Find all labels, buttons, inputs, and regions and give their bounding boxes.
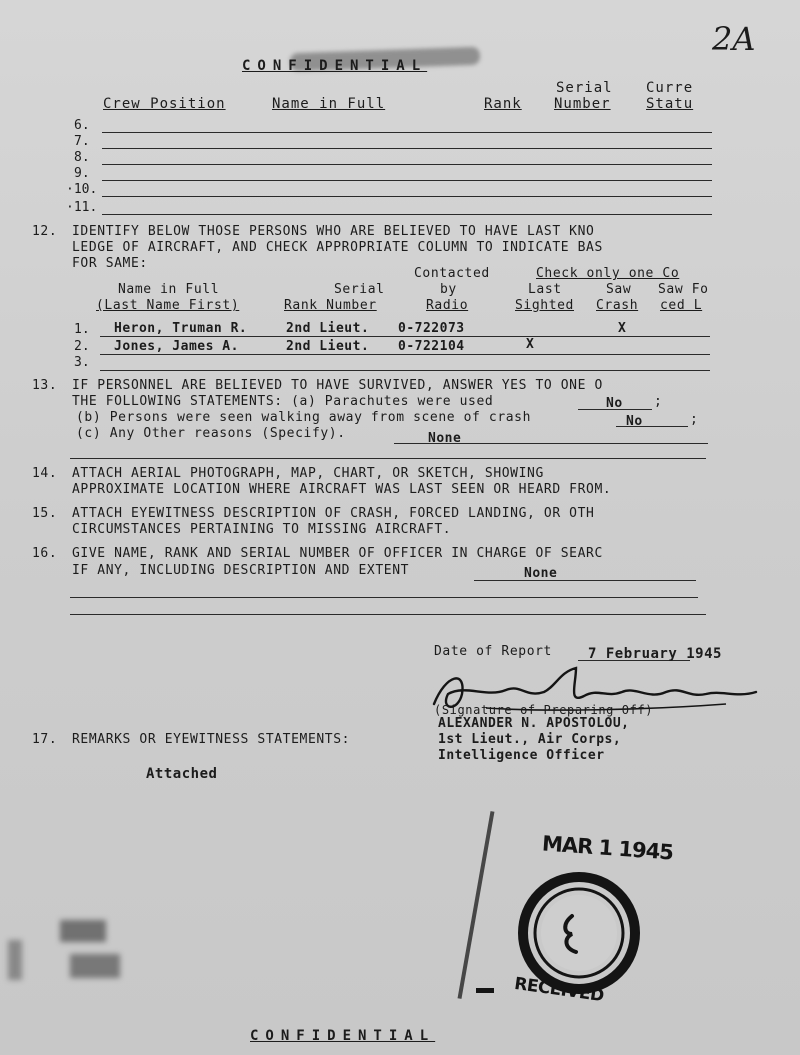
q13-line1: IF PERSONNEL ARE BELIEVED TO HAVE SURVIVED, ANSWER YES TO ONE O <box>72 378 603 393</box>
col-name-in-full: Name in Full <box>272 96 386 112</box>
col-status: Statu <box>646 96 694 112</box>
col-number: Number <box>554 96 611 112</box>
q12-col-sighted: Sighted <box>515 298 574 313</box>
q13-line4: (c) Any Other reasons (Specify). <box>76 426 346 441</box>
crew-row-line <box>102 180 712 181</box>
q13-number: 13. <box>32 378 58 393</box>
q13-a-semicolon: ; <box>654 394 663 409</box>
crew-row-line <box>102 214 712 215</box>
officer-title: Intelligence Officer <box>438 748 605 763</box>
q16-line1: GIVE NAME, RANK AND SERIAL NUMBER OF OFFICER IN CHARGE OF SEARC <box>72 546 603 561</box>
q16-extra-line <box>70 614 706 615</box>
q12-number: 12. <box>32 224 58 239</box>
smudge <box>70 954 120 978</box>
crew-row-line <box>102 164 712 165</box>
q12-row-num: 2. <box>74 339 90 354</box>
q13-line2: THE FOLLOWING STATEMENTS: (a) Parachutes were used <box>72 394 494 409</box>
q12-row-num: 3. <box>74 355 90 370</box>
q12-col-name: Name in Full <box>118 282 220 297</box>
q12-col-radio: Radio <box>426 298 469 313</box>
received-dash <box>476 988 494 993</box>
q12-line: LEDGE OF AIRCRAFT, AND CHECK APPROPRIATE COLUMN TO INDICATE BAS <box>72 240 603 255</box>
crew-row-num: ·10. <box>66 182 98 197</box>
q12-row-name: Heron, Truman R. <box>114 321 248 336</box>
crew-row-num: ·11. <box>66 200 98 215</box>
smudge <box>60 920 106 942</box>
q16-answer: None <box>524 566 558 581</box>
smudge <box>8 940 22 980</box>
crew-row-num: 9. <box>74 166 90 181</box>
q12-col-saw: Saw <box>606 282 632 297</box>
ink-stroke <box>458 811 495 999</box>
q12-row-mark: X <box>526 337 535 352</box>
q12-row-num: 1. <box>74 322 90 337</box>
q12-col-crash: Crash <box>596 298 639 313</box>
q17-number: 17. <box>32 732 58 747</box>
officer-name: ALEXANDER N. APOSTOLOU, <box>438 716 630 731</box>
q13-b-answer: No <box>626 414 643 429</box>
page-number: 2A <box>712 20 756 58</box>
q17-label: REMARKS OR EYEWITNESS STATEMENTS: <box>72 732 351 747</box>
header-confidential: CONFIDENTIAL <box>242 58 428 74</box>
q12-col-last: Last <box>528 282 562 297</box>
q12-row-rank: 2nd Lieut. <box>286 321 370 336</box>
q15-line2: CIRCUMSTANCES PERTAINING TO MISSING AIRCRAFT. <box>72 522 452 537</box>
q12-col-ced: ced L <box>660 298 703 313</box>
q12-col-name-sub: (Last Name First) <box>96 298 240 313</box>
signature-caption: (Signature of Preparing Off) <box>434 703 654 717</box>
q13-a-answer: No <box>606 396 623 411</box>
crew-row-num: 7. <box>74 134 90 149</box>
q16-line2: IF ANY, INCLUDING DESCRIPTION AND EXTENT <box>72 563 410 578</box>
q12-row-mark: X <box>618 321 627 336</box>
q12-col-saw-forced: Saw Fo <box>658 282 709 297</box>
q12-col-rank-number: Rank Number <box>284 298 377 313</box>
q16-extra-line <box>70 597 698 598</box>
q12-col-serial: Serial <box>334 282 385 297</box>
q13-extra-line <box>70 458 706 459</box>
date-label: Date of Report <box>434 644 552 659</box>
q15-line1: ATTACH EYEWITNESS DESCRIPTION OF CRASH, FORCED LANDING, OR OTH <box>72 506 595 521</box>
col-serial: Serial <box>556 80 613 96</box>
date-value: 7 February 1945 <box>588 646 722 662</box>
q12-row-name: Jones, James A. <box>114 339 239 354</box>
q16-answer-line <box>474 580 696 581</box>
q12-row-line <box>100 354 710 355</box>
q14-line1: ATTACH AERIAL PHOTOGRAPH, MAP, CHART, OR SKETCH, SHOWING <box>72 466 544 481</box>
crew-row-line <box>102 148 712 149</box>
q14-line2: APPROXIMATE LOCATION WHERE AIRCRAFT WAS LAST SEEN OR HEARD FROM. <box>72 482 612 497</box>
date-stamp: MAR 1 1945 <box>541 831 674 865</box>
crew-row-num: 8. <box>74 150 90 165</box>
crew-row-num: 6. <box>74 118 90 133</box>
q12-col-contacted: Contacted <box>414 266 490 281</box>
q12-col-by: by <box>440 282 457 297</box>
footer-confidential: CONFIDENTIAL <box>250 1028 436 1044</box>
q12-row-serial: 0-722073 <box>398 321 465 336</box>
crew-row-line <box>102 132 712 133</box>
q14-number: 14. <box>32 466 58 481</box>
received-stamp: RECEIVED <box>513 973 605 1007</box>
q12-row-rank: 2nd Lieut. <box>286 339 370 354</box>
q13-line3: (b) Persons were seen walking away from scene of crash <box>76 410 532 425</box>
col-crew-position: Crew Position <box>103 96 226 112</box>
q12-row-serial: 0-722104 <box>398 339 465 354</box>
col-rank: Rank <box>484 96 522 112</box>
crew-row-line <box>102 196 712 197</box>
q16-number: 16. <box>32 546 58 561</box>
q12-line: IDENTIFY BELOW THOSE PERSONS WHO ARE BELIEVED TO HAVE LAST KNO <box>72 224 595 239</box>
col-current: Curre <box>646 80 694 96</box>
q13-c-answer: None <box>428 431 462 446</box>
q12-col-check: Check only one Co <box>536 266 680 281</box>
q17-answer: Attached <box>146 766 218 782</box>
q12-row-line <box>100 370 710 371</box>
officer-rank: 1st Lieut., Air Corps, <box>438 732 622 747</box>
q12-row-line <box>100 336 710 337</box>
q13-b-semicolon: ; <box>690 412 699 427</box>
q12-line: FOR SAME: <box>72 256 148 271</box>
q15-number: 15. <box>32 506 58 521</box>
